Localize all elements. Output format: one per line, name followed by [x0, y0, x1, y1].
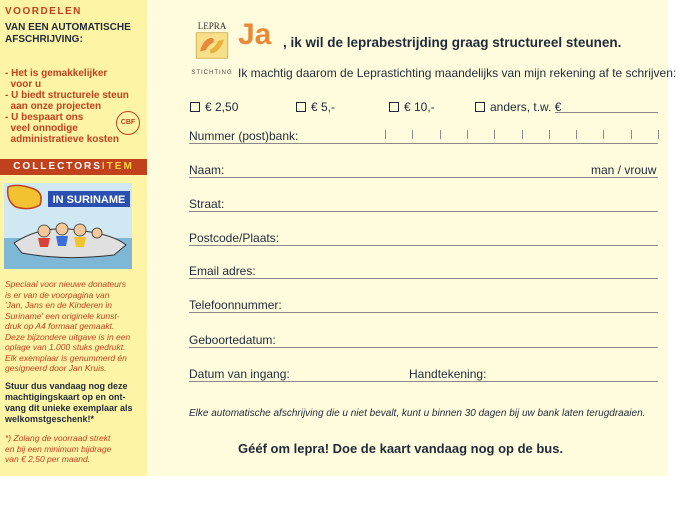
birthdate-label: Geboortedatum:	[189, 333, 276, 347]
other-amount-field[interactable]	[555, 112, 658, 113]
checkbox-icon[interactable]	[296, 102, 306, 112]
name-label: Naam:	[189, 163, 225, 177]
cbf-badge-icon: CBF	[116, 111, 140, 135]
phone-field[interactable]	[189, 312, 658, 313]
account-digit-divider	[385, 130, 386, 139]
gender-option[interactable]: man / vrouw	[591, 163, 657, 177]
logo-text-bottom: STICHTING	[191, 70, 233, 76]
start-date-label: Datum van ingang:	[189, 367, 290, 381]
email-field[interactable]	[189, 278, 658, 279]
account-digit-divider	[658, 130, 659, 139]
comic-cover-image	[4, 183, 132, 269]
collectors-item-banner: COLLECTORSITEM	[0, 159, 147, 175]
slogan: Gééf om lepra! Doe de kaart vandaag nog op de bus.	[238, 441, 564, 456]
account-digit-divider	[522, 130, 523, 139]
ja-heading: Ja	[238, 18, 272, 51]
benefit-item: - Het is gemakkelijker	[5, 68, 108, 79]
footnote: *) Zolang de voorraad strekt en bij een minimum bijdrage van € 2,50 per maand.	[5, 433, 112, 464]
name-field[interactable]	[189, 177, 658, 178]
account-digit-divider	[631, 130, 632, 139]
amount-option-2-50[interactable]: € 2,50	[190, 100, 238, 114]
sidebar-subtitle: VAN EEN AUTOMATISCHE AFSCHRIJVING:	[5, 22, 131, 45]
account-digit-divider	[494, 130, 495, 139]
disclaimer: Elke automatische afschrijving die u niet bevalt, kunt u binnen 30 dagen bij uw bank laten terugdraaien.	[189, 408, 646, 419]
benefit-item: - U biedt structurele steun	[5, 90, 129, 101]
sidebar-title: VOORDELEN	[5, 6, 82, 17]
logo-text-top: LEPRA	[197, 21, 227, 31]
street-field[interactable]	[189, 211, 658, 212]
account-digit-divider	[440, 130, 441, 139]
headline: , ik wil de leprabestrijding graag structureel steunen.	[283, 35, 622, 50]
account-digit-divider	[576, 130, 577, 139]
checkbox-icon[interactable]	[389, 102, 399, 112]
account-digit-divider	[467, 130, 468, 139]
checkbox-icon[interactable]	[190, 102, 200, 112]
street-label: Straat:	[189, 197, 225, 211]
postcode-label: Postcode/Plaats:	[189, 231, 280, 245]
call-to-action: Stuur dus vandaag nog deze machtigingskaart op en ont- vang dit unieke exemplaar als welkomstgeschenk!*	[5, 381, 133, 424]
intro-text: Ik machtig daarom de Leprastichting maandelijks van mijn rekening af te schrijven:	[238, 66, 677, 80]
amount-option-10[interactable]: € 10,-	[389, 100, 435, 114]
lepra-hands-logo-icon	[190, 32, 234, 68]
benefit-item: aan onze projecten	[5, 101, 102, 112]
benefit-item: - U bespaart ons	[5, 112, 84, 123]
account-digit-divider	[549, 130, 550, 139]
benefit-item: administratieve kosten	[5, 134, 119, 145]
benefit-item: voor u	[5, 79, 42, 90]
checkbox-icon[interactable]	[475, 102, 485, 112]
benefit-item: veel onnodige	[5, 123, 78, 134]
comic-title: IN SURINAME	[52, 194, 126, 206]
email-label: Email adres:	[189, 264, 256, 278]
signature-label: Handtekening:	[409, 367, 487, 381]
start-date-signature-field[interactable]	[189, 381, 658, 382]
amount-option-5[interactable]: € 5,-	[296, 100, 335, 114]
amount-option-other[interactable]: anders, t.w. €	[475, 100, 561, 114]
phone-label: Telefoonnummer:	[189, 298, 282, 312]
benefit-list	[5, 68, 141, 145]
birthdate-field[interactable]	[189, 347, 658, 348]
account-digit-divider	[603, 130, 604, 139]
account-digit-divider	[412, 130, 413, 139]
account-number-field[interactable]	[189, 143, 658, 144]
account-number-label: Nummer (post)bank:	[189, 129, 299, 143]
postcode-field[interactable]	[189, 245, 658, 246]
offer-text: Speciaal voor nieuwe donateurs is er van de voorpagina van 'Jan, Jans en de Kinderen in Suriname' een originele kunst- druk op A4 formaat gemaakt. Deze bijzondere uitgave is in een oplage van 1.000 stuks gedrukt. Elk exemplaar is genummerd én gesigneerd door Jan Kruis.	[5, 279, 131, 373]
